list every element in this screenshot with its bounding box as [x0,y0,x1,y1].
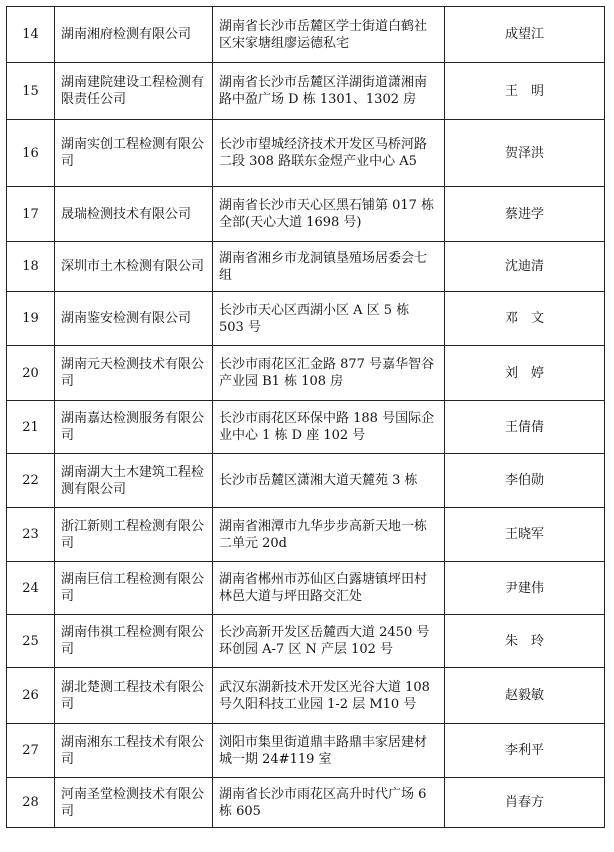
row-number: 20 [7,346,55,401]
table-row [7,401,605,454]
row-number: 17 [7,187,55,242]
company-address: 长沙市岳麓区潇湘大道天麓苑 3 栋 [213,454,445,508]
contact-person: 尹建伟 [445,562,605,615]
company-name: 晟瑞检测技术有限公司 [55,187,213,242]
row-number: 22 [7,454,55,508]
table-row [7,187,605,242]
company-address: 长沙市天心区西湖小区 A 区 5 栋 503 号 [213,292,445,346]
company-name: 河南圣堂检测技术有限公司 [55,778,213,828]
row-number: 18 [7,242,55,292]
company-name: 湖南巨信工程检测有限公司 [55,562,213,615]
company-address: 长沙市雨花区汇金路 877 号嘉华智谷产业园 B1 栋 108 房 [213,346,445,401]
row-number: 15 [7,63,55,120]
contact-person: 李伯勋 [445,454,605,508]
contact-person: 赵毅敏 [445,668,605,724]
company-name: 湖南湘东工程技术有限公司 [55,724,213,778]
company-name: 湖南实创工程检测有限公司 [55,120,213,187]
table-row [7,346,605,401]
company-address: 湖南省长沙市雨花区高升时代广场 6 栋 605 [213,778,445,828]
table-row [7,63,605,120]
company-registry-table [6,6,605,828]
contact-person: 刘 婷 [445,346,605,401]
row-number: 14 [7,7,55,63]
company-name: 深圳市土木检测有限公司 [55,242,213,292]
company-name: 湖南湘府检测有限公司 [55,7,213,63]
contact-person: 王 明 [445,63,605,120]
company-name: 湖南鉴安检测有限公司 [55,292,213,346]
company-name: 湖南嘉达检测服务有限公司 [55,401,213,454]
table-row [7,778,605,828]
row-number: 19 [7,292,55,346]
company-name: 湖南元天检测技术有限公司 [55,346,213,401]
row-number: 21 [7,401,55,454]
company-name: 湖南湖大土木建筑工程检测有限公司 [55,454,213,508]
contact-person: 贺泽洪 [445,120,605,187]
row-number: 24 [7,562,55,615]
table-row [7,668,605,724]
company-name: 湖南建院建设工程检测有限责任公司 [55,63,213,120]
company-address: 湖南省长沙市岳麓区洋湖街道潇湘南路中盈广场 D 栋 1301、1302 房 [213,63,445,120]
contact-person: 李利平 [445,724,605,778]
company-address: 长沙市雨花区环保中路 188 号国际企业中心 1 栋 D 座 102 号 [213,401,445,454]
contact-person: 肖春方 [445,778,605,828]
table-row [7,508,605,562]
table-row [7,292,605,346]
company-address: 长沙高新开发区岳麓西大道 2450 号环创园 A-7 区 N 产层 102 号 [213,615,445,668]
contact-person: 朱 玲 [445,615,605,668]
company-address: 湖南省湘潭市九华步步高新天地一栋二单元 20d [213,508,445,562]
company-address: 湖南省长沙市天心区黑石铺第 017 栋全部(天心大道 1698 号) [213,187,445,242]
row-number: 25 [7,615,55,668]
table-body [7,7,605,828]
table-row [7,242,605,292]
company-address: 武汉东湖新技术开发区光谷大道 108 号久阳科技工业园 1-2 层 M10 号 [213,668,445,724]
company-name: 湖南伟祺工程检测有限公司 [55,615,213,668]
table-row [7,7,605,63]
table-row [7,724,605,778]
row-number: 16 [7,120,55,187]
company-address: 长沙市望城经济技术开发区马桥河路二段 308 路联东金煜产业中心 A5 [213,120,445,187]
row-number: 23 [7,508,55,562]
contact-person: 王晓军 [445,508,605,562]
company-address: 湖南省长沙市岳麓区学士街道白鹤社区宋家塘组廖运德私宅 [213,7,445,63]
company-name: 湖北楚测工程技术有限公司 [55,668,213,724]
table-row [7,615,605,668]
contact-person: 王倩倩 [445,401,605,454]
company-name: 浙江新则工程检测有限公司 [55,508,213,562]
company-address: 湖南省湘乡市龙洞镇垦殖场居委会七组 [213,242,445,292]
company-address: 浏阳市集里街道鼎丰路鼎丰家居建材城一期 24#119 室 [213,724,445,778]
contact-person: 邓 文 [445,292,605,346]
company-address: 湖南省郴州市苏仙区白露塘镇坪田村林邑大道与坪田路交汇处 [213,562,445,615]
row-number: 27 [7,724,55,778]
table-row [7,562,605,615]
contact-person: 沈迪清 [445,242,605,292]
table-row [7,454,605,508]
table-row [7,120,605,187]
contact-person: 蔡进学 [445,187,605,242]
row-number: 28 [7,778,55,828]
contact-person: 成望江 [445,7,605,63]
row-number: 26 [7,668,55,724]
